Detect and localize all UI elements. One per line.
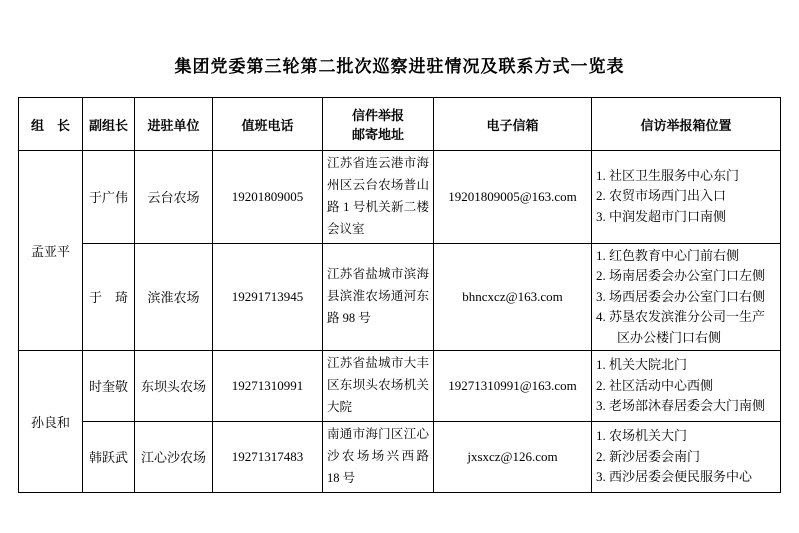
email-cell: bhncxcz@163.com [434, 243, 592, 351]
stationed-unit-cell: 江心沙农场 [135, 421, 213, 492]
location-item: 3. 西沙居委会便民服务中心 [596, 469, 753, 485]
table-row [19, 243, 781, 351]
location-item: 3. 中润发超市门口南侧 [596, 209, 727, 225]
email-cell: jxsxcz@126.com [434, 421, 592, 492]
group-leader-cell: 孙良和 [19, 351, 83, 493]
table-header-row [19, 98, 781, 151]
location-item: 1. 农场机关大门 [596, 427, 688, 443]
report-box-locations-cell [592, 243, 781, 351]
header-email: 电子信箱 [434, 98, 592, 151]
location-item: 4. 苏垦农发滨淮分公司一生产区办公楼门口右侧 [596, 309, 766, 345]
header-mail-address-line2: 邮寄地址 [351, 127, 404, 142]
mail-address-cell: 江苏省盐城市大丰区东坝头农场机关大院 [323, 351, 434, 422]
header-stationed-unit: 进驻单位 [135, 98, 213, 151]
table-row [19, 421, 781, 492]
duty-phone-cell: 19291713945 [213, 243, 323, 351]
table-row [19, 351, 781, 422]
header-group-leader: 组 长 [19, 98, 83, 151]
location-item: 1. 机关大院北门 [596, 357, 688, 373]
location-item: 2. 场南居委会办公室门口左侧 [596, 268, 766, 284]
email-cell: 19271310991@163.com [434, 351, 592, 422]
header-deputy-leader: 副组长 [83, 98, 135, 151]
header-mail-address-line1: 信件举报 [351, 108, 404, 123]
mail-address-cell: 江苏省盐城市滨海县滨淮农场通河东路 98 号 [323, 243, 434, 351]
stationed-unit-cell: 云台农场 [135, 151, 213, 244]
duty-phone-cell: 19271317483 [213, 421, 323, 492]
header-mail-address [323, 98, 434, 151]
inspection-contact-table [18, 97, 781, 493]
location-item: 1. 社区卫生服务中心东门 [596, 167, 740, 183]
header-duty-phone: 值班电话 [213, 98, 323, 151]
page-title: 集团党委第三轮第二批次巡察进驻情况及联系方式一览表 [174, 57, 625, 76]
email-cell: 19201809005@163.com [434, 151, 592, 244]
stationed-unit-cell: 滨淮农场 [135, 243, 213, 351]
mail-address-cell: 江苏省连云港市海州区云台农场普山路 1 号机关新二楼会议室 [323, 151, 434, 244]
group-leader-cell: 孟亚平 [19, 151, 83, 351]
report-box-locations-cell [592, 351, 781, 422]
report-box-locations-cell [592, 421, 781, 492]
header-report-box-location: 信访举报箱位置 [592, 98, 781, 151]
deputy-leader-cell: 于广伟 [83, 151, 135, 244]
deputy-leader-cell: 韩跃武 [83, 421, 135, 492]
report-box-locations-cell [592, 151, 781, 244]
location-item: 3. 老场部沐春居委会大门南侧 [596, 398, 766, 414]
table-row [19, 151, 781, 244]
duty-phone-cell: 19271310991 [213, 351, 323, 422]
location-item: 1. 红色教育中心门前右侧 [596, 247, 740, 263]
mail-address-cell: 南通市海门区江心沙农场场兴西路 18 号 [323, 421, 434, 492]
stationed-unit-cell: 东坝头农场 [135, 351, 213, 422]
duty-phone-cell: 19201809005 [213, 151, 323, 244]
deputy-leader-cell: 时奎敬 [83, 351, 135, 422]
location-item: 2. 农贸市场西门出入口 [596, 188, 727, 204]
location-item: 3. 场西居委会办公室门口右侧 [596, 288, 766, 304]
location-item: 2. 社区活动中心西侧 [596, 377, 714, 393]
deputy-leader-cell: 于 琦 [83, 243, 135, 351]
location-item: 2. 新沙居委会南门 [596, 448, 701, 464]
